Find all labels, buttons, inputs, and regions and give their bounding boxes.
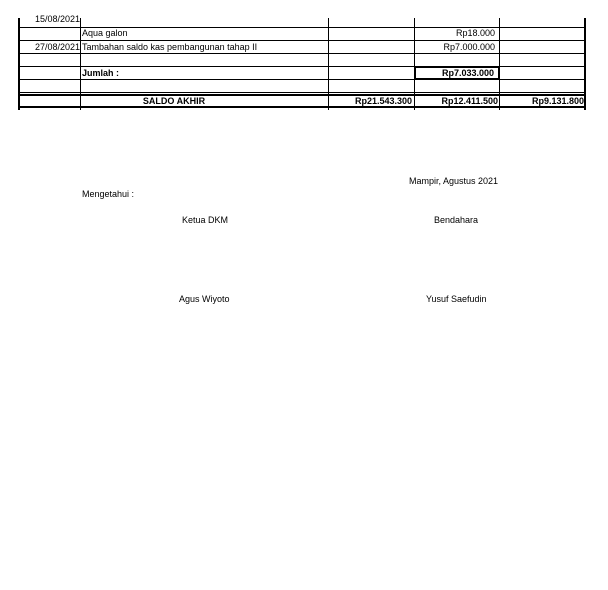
- ledger-row-date: 27/08/2021: [34, 42, 80, 52]
- table-border-right: [584, 18, 586, 110]
- ledger-row-date: 15/08/2021: [34, 14, 80, 24]
- ledger-table: [18, 14, 586, 110]
- acknowledged-label: Mengetahui :: [82, 189, 135, 199]
- ledger-row-description: Aqua galon: [82, 28, 128, 38]
- ledger-row-description: Tambahan saldo kas pembangunan tahap II: [82, 42, 258, 52]
- total-label: Jumlah :: [82, 68, 120, 78]
- row-divider: [18, 92, 586, 93]
- ledger-row-amount: Rp7.000.000: [443, 42, 495, 52]
- saldo-akhir-value: Rp9.131.800: [531, 96, 584, 106]
- place-date: Mampir, Agustus 2021: [409, 176, 499, 186]
- left-signatory-title: Ketua DKM: [182, 215, 229, 225]
- saldo-akhir-value: Rp12.411.500: [441, 96, 498, 106]
- saldo-akhir-label: SALDO AKHIR: [142, 96, 206, 106]
- row-divider: [18, 79, 586, 80]
- right-signatory-title: Bendahara: [434, 215, 479, 225]
- row-divider: [18, 53, 586, 54]
- total-amount: Rp7.033.000: [441, 68, 494, 78]
- right-signatory-name: Yusuf Saefudin: [426, 294, 487, 304]
- ledger-row-amount: Rp18.000: [455, 28, 495, 38]
- left-signatory-name: Agus Wiyoto: [179, 294, 230, 304]
- saldo-akhir-value: Rp21.543.300: [354, 96, 412, 106]
